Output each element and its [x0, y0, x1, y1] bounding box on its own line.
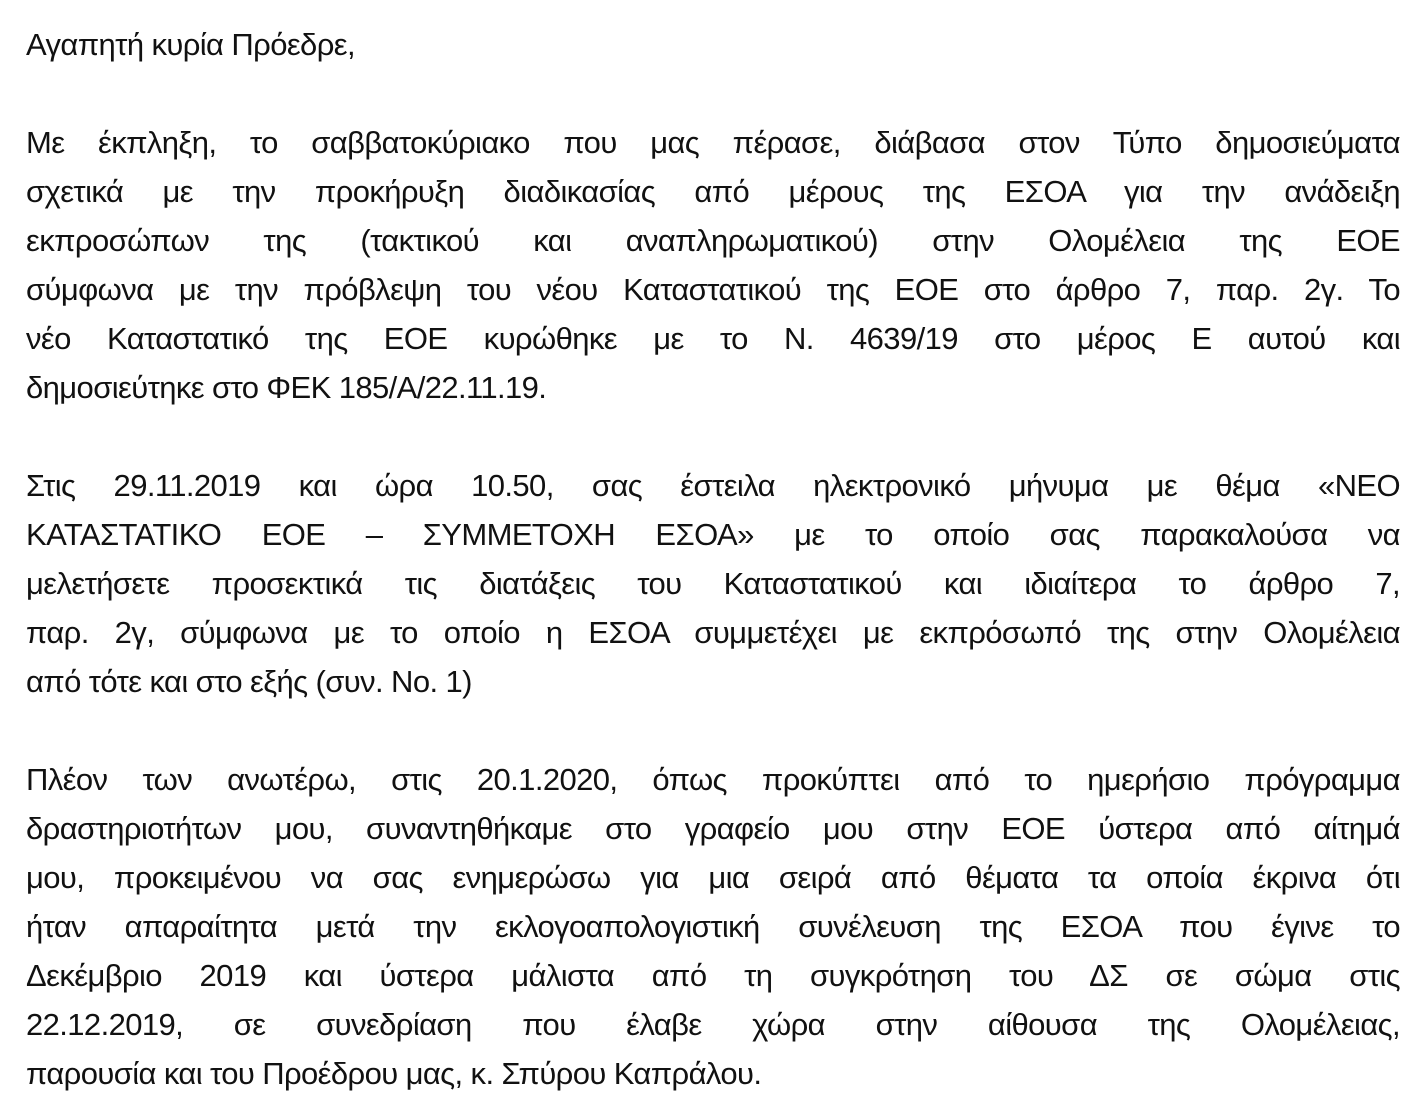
text-line: 22.12.2019, σε συνεδρίαση που έλαβε χώρα στην αίθουσα της Ολομέλειας, [26, 1007, 1400, 1042]
paragraph-gap [26, 69, 1400, 118]
text-line: ήταν απαραίτητα μετά την εκλογοαπολογιστική συνέλευση της ΕΣΟΑ που έγινε το [26, 909, 1400, 944]
paragraph-3 [26, 755, 1400, 1098]
text-line: εκπροσώπων της (τακτικού και αναπληρωματικού) στην Ολομέλεια της ΕΟΕ [26, 223, 1400, 258]
text-line: νέο Καταστατικό της ΕΟΕ κυρώθηκε με το Ν. 4639/19 στο μέρος Ε αυτού και [26, 321, 1400, 356]
text-line: Δεκέμβριο 2019 και ύστερα μάλιστα από τη συγκρότηση του ΔΣ σε σώμα στις [26, 958, 1400, 993]
text-line: μου, προκειμένου να σας ενημερώσω για μια σειρά από θέματα τα οποία έκρινα ότι [26, 860, 1400, 895]
text-line: Πλέον των ανωτέρω, στις 20.1.2020, όπως προκύπτει από το ημερήσιο πρόγραμμα [26, 762, 1400, 797]
text-line: ΚΑΤΑΣΤΑΤΙΚΟ ΕΟΕ – ΣΥΜΜΕΤΟΧΗ ΕΣΟΑ» με το οποίο σας παρακαλούσα να [26, 517, 1400, 552]
text-line: από τότε και στο εξής (συν. Νο. 1) [26, 664, 472, 699]
paragraph-2 [26, 461, 1400, 706]
text-line: δραστηριοτήτων μου, συναντηθήκαμε στο γραφείο μου στην ΕΟΕ ύστερα από αίτημά [26, 811, 1400, 846]
text-line: δημοσιεύτηκε στο ΦΕΚ 185/Α/22.11.19. [26, 370, 547, 405]
text-line: μελετήσετε προσεκτικά τις διατάξεις του Καταστατικού και ιδιαίτερα το άρθρο 7, [26, 566, 1400, 601]
text-line: Με έκπληξη, το σαββατοκύριακο που μας πέρασε, διάβασα στον Τύπο δημοσιεύματα [26, 125, 1400, 160]
text-line: Στις 29.11.2019 και ώρα 10.50, σας έστειλα ηλεκτρονικό μήνυμα με θέμα «ΝΕΟ [26, 468, 1400, 503]
text-line: σχετικά με την προκήρυξη διαδικασίας από μέρους της ΕΣΟΑ για την ανάδειξη [26, 174, 1400, 209]
paragraph-1 [26, 118, 1400, 412]
text-line: σύμφωνα με την πρόβλεψη του νέου Καταστατικού της ΕΟΕ στο άρθρο 7, παρ. 2γ. Το [26, 272, 1400, 307]
letter-greeting: Αγαπητή κυρία Πρόεδρε, [26, 27, 355, 62]
paragraph-gap [26, 412, 1400, 461]
text-line: παρουσία και του Προέδρου μας, κ. Σπύρου Καπράλου. [26, 1056, 762, 1091]
paragraph-gap [26, 706, 1400, 755]
letter-page [26, 20, 1400, 1098]
text-line: παρ. 2γ, σύμφωνα με το οποίο η ΕΣΟΑ συμμετέχει με εκπρόσωπό της στην Ολομέλεια [26, 615, 1400, 650]
